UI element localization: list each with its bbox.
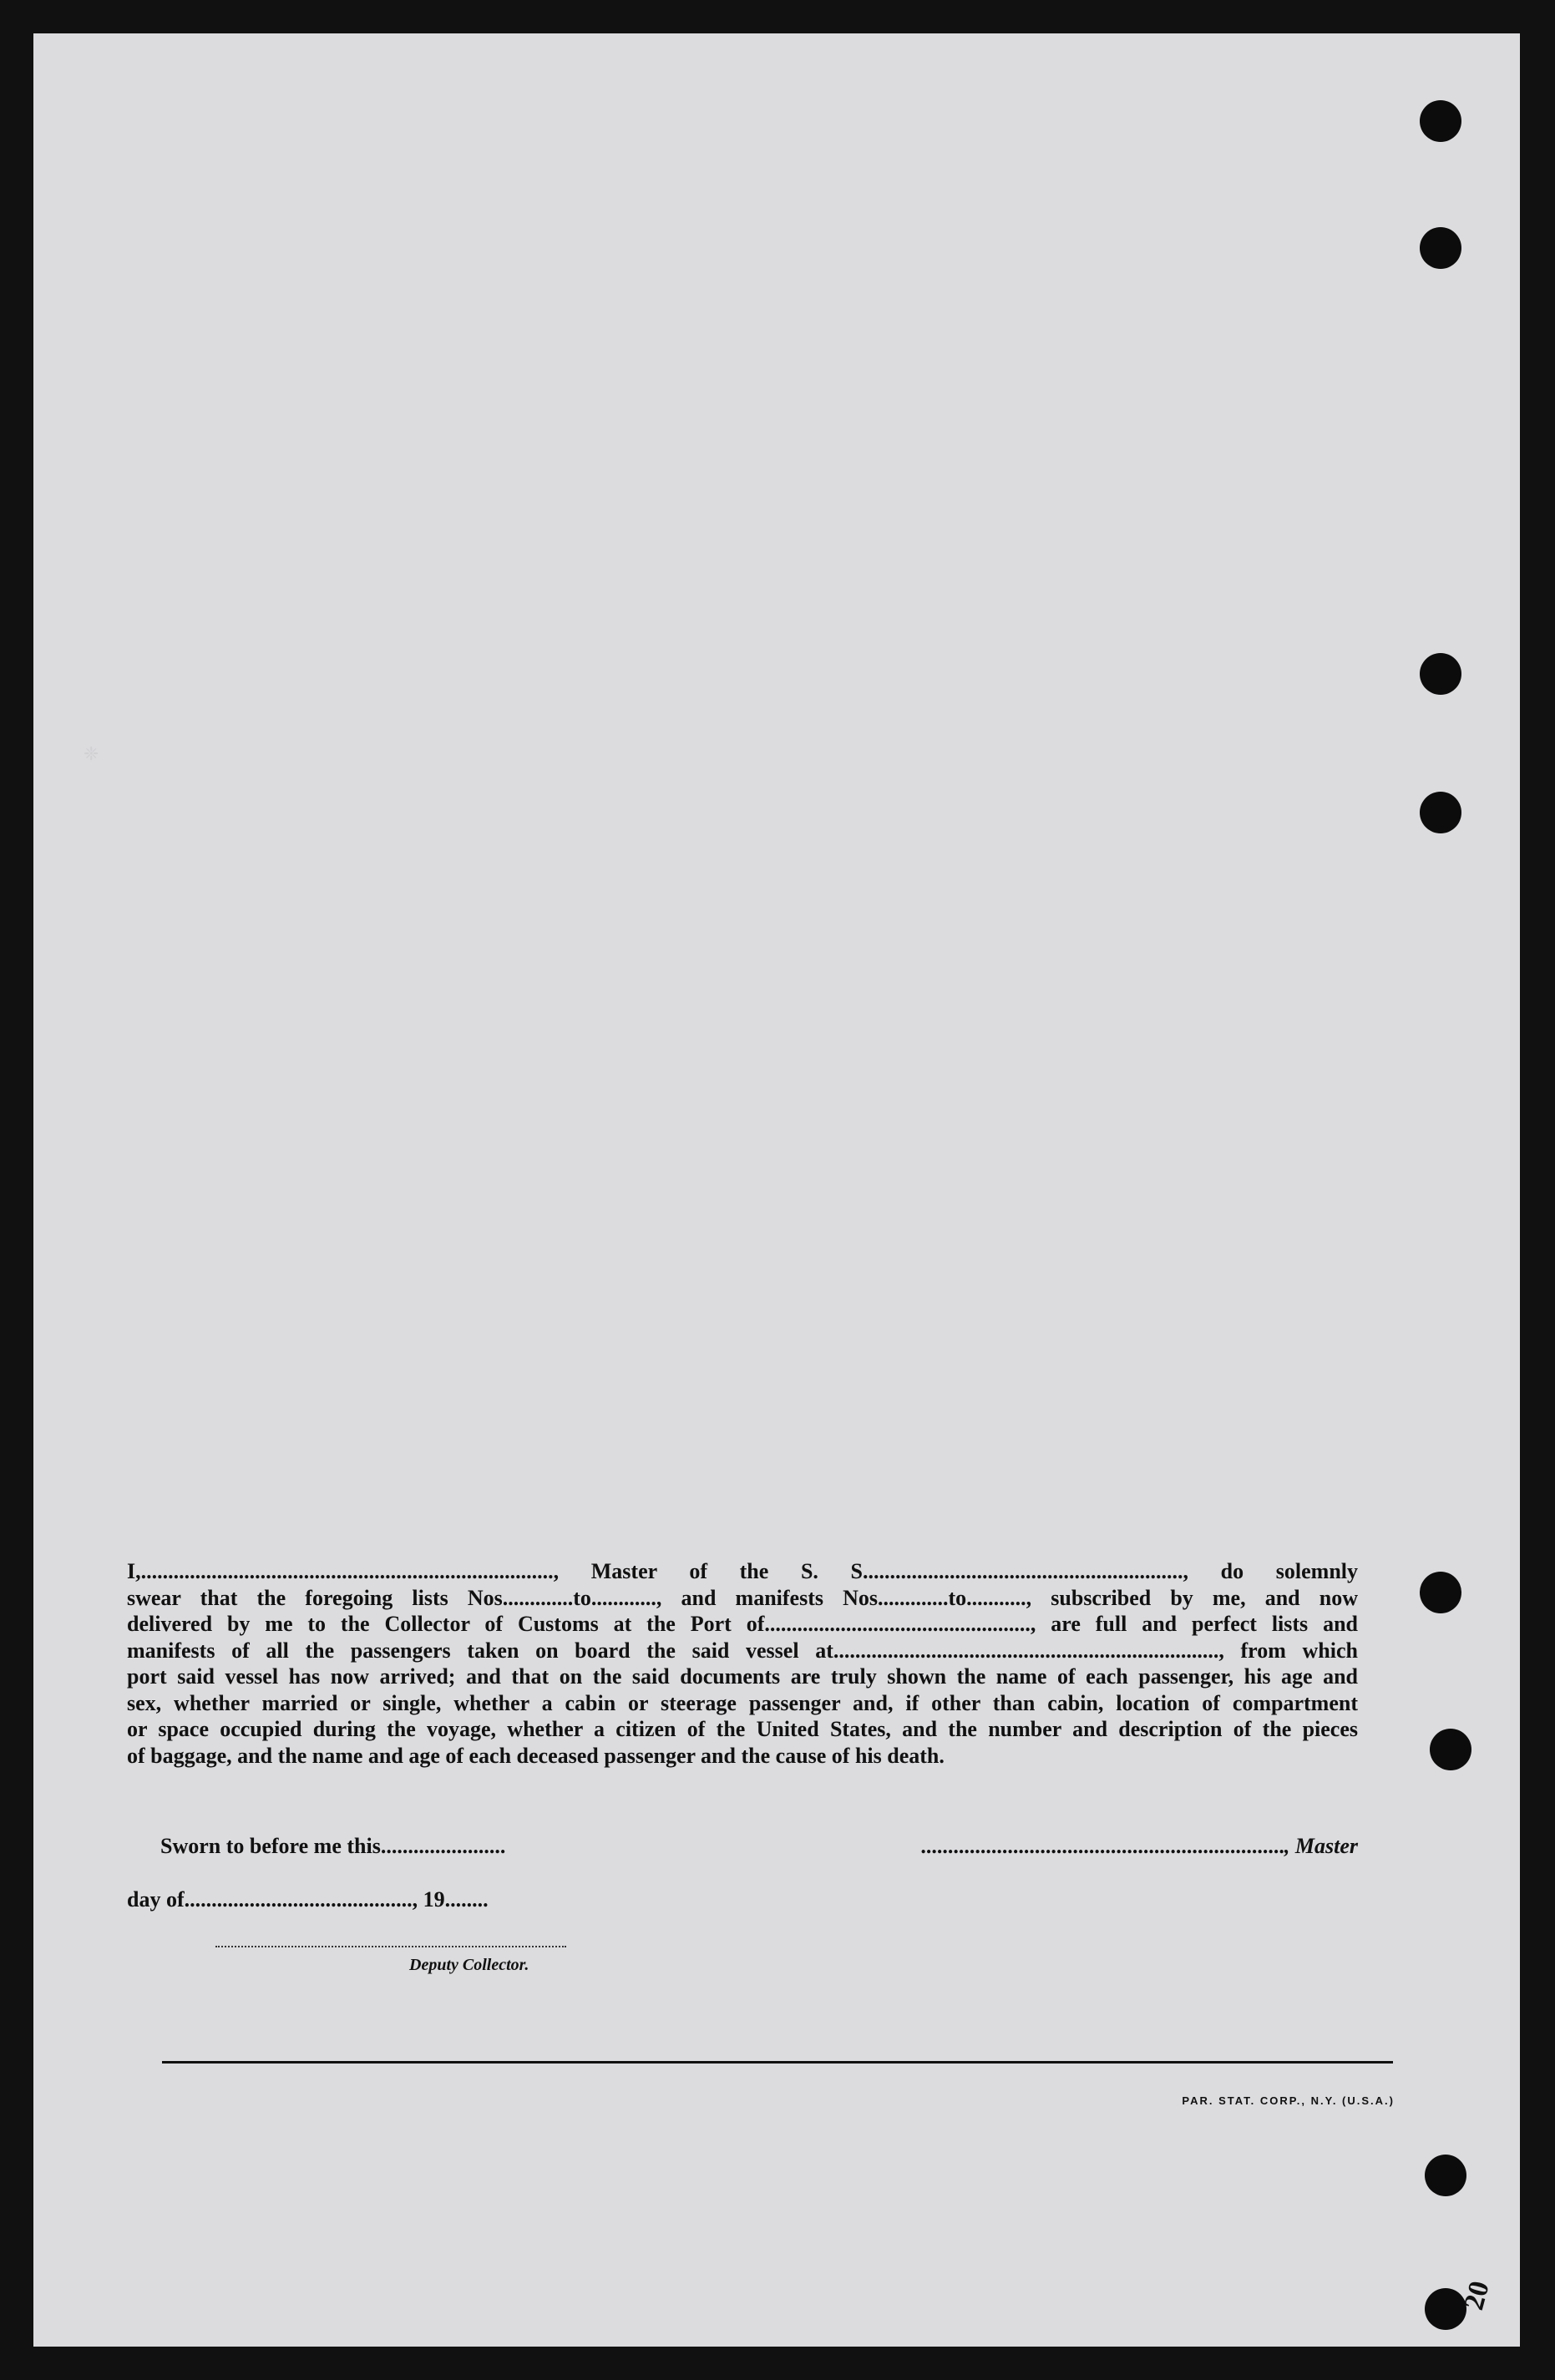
deputy-collector-label: Deputy Collector. [409,1956,529,1974]
oath-line: I,............................................................................, Master of the S. S..........................................................., do solemnly [127,1559,1358,1583]
printer-imprint: PAR. STAT. CORP., N.Y. (U.S.A.) [1182,2094,1395,2107]
punch-hole [1420,1572,1461,1613]
day-of-text: day of.........................................., 19........ [127,1887,489,1912]
bleed-through-mark: ❈ [84,743,99,764]
punch-hole [1420,653,1461,695]
oath-line: sex, whether married or single, whether a cabin or steerage passenger and, if other than cabin, location of compartment [127,1690,1358,1715]
bottom-rule [162,2061,1393,2064]
oath-line: delivered by me to the Collector of Customs at the Port of................................................., are full and perfect lists and [127,1612,1358,1636]
punch-hole [1420,227,1461,269]
oath-line: swear that the foregoing lists Nos.............to............, and manifests Nos.............to..........., subscribed by me, and now [127,1585,1358,1610]
oath-line: of baggage, and the name and age of each deceased passenger and the cause of his death. [127,1743,945,1768]
page-number-mark: 20 [1458,2277,1496,2314]
sworn-text: Sworn to before me this....................... [160,1834,506,1858]
oath-line: manifests of all the passengers taken on board the said vessel at......................................................................., from which [127,1638,1358,1663]
oath-line: port said vessel has now arrived; and that on the said documents are truly shown the name of each passenger, his age and [127,1664,1358,1689]
master-signature [920,1834,1358,1859]
document-page [33,33,1520,2347]
punch-hole [1425,2155,1466,2196]
punch-hole [1420,792,1461,833]
master-signature-line: ................................................................... [920,1834,1284,1858]
oath-paragraph [127,1558,1358,1769]
master-label: , Master [1284,1834,1358,1858]
oath-line: or space occupied during the voyage, whether a citizen of the United States, and the number and description of the pieces [127,1717,1358,1741]
punch-hole [1420,100,1461,142]
deputy-signature-line [215,1946,566,1947]
punch-hole [1430,1729,1471,1770]
